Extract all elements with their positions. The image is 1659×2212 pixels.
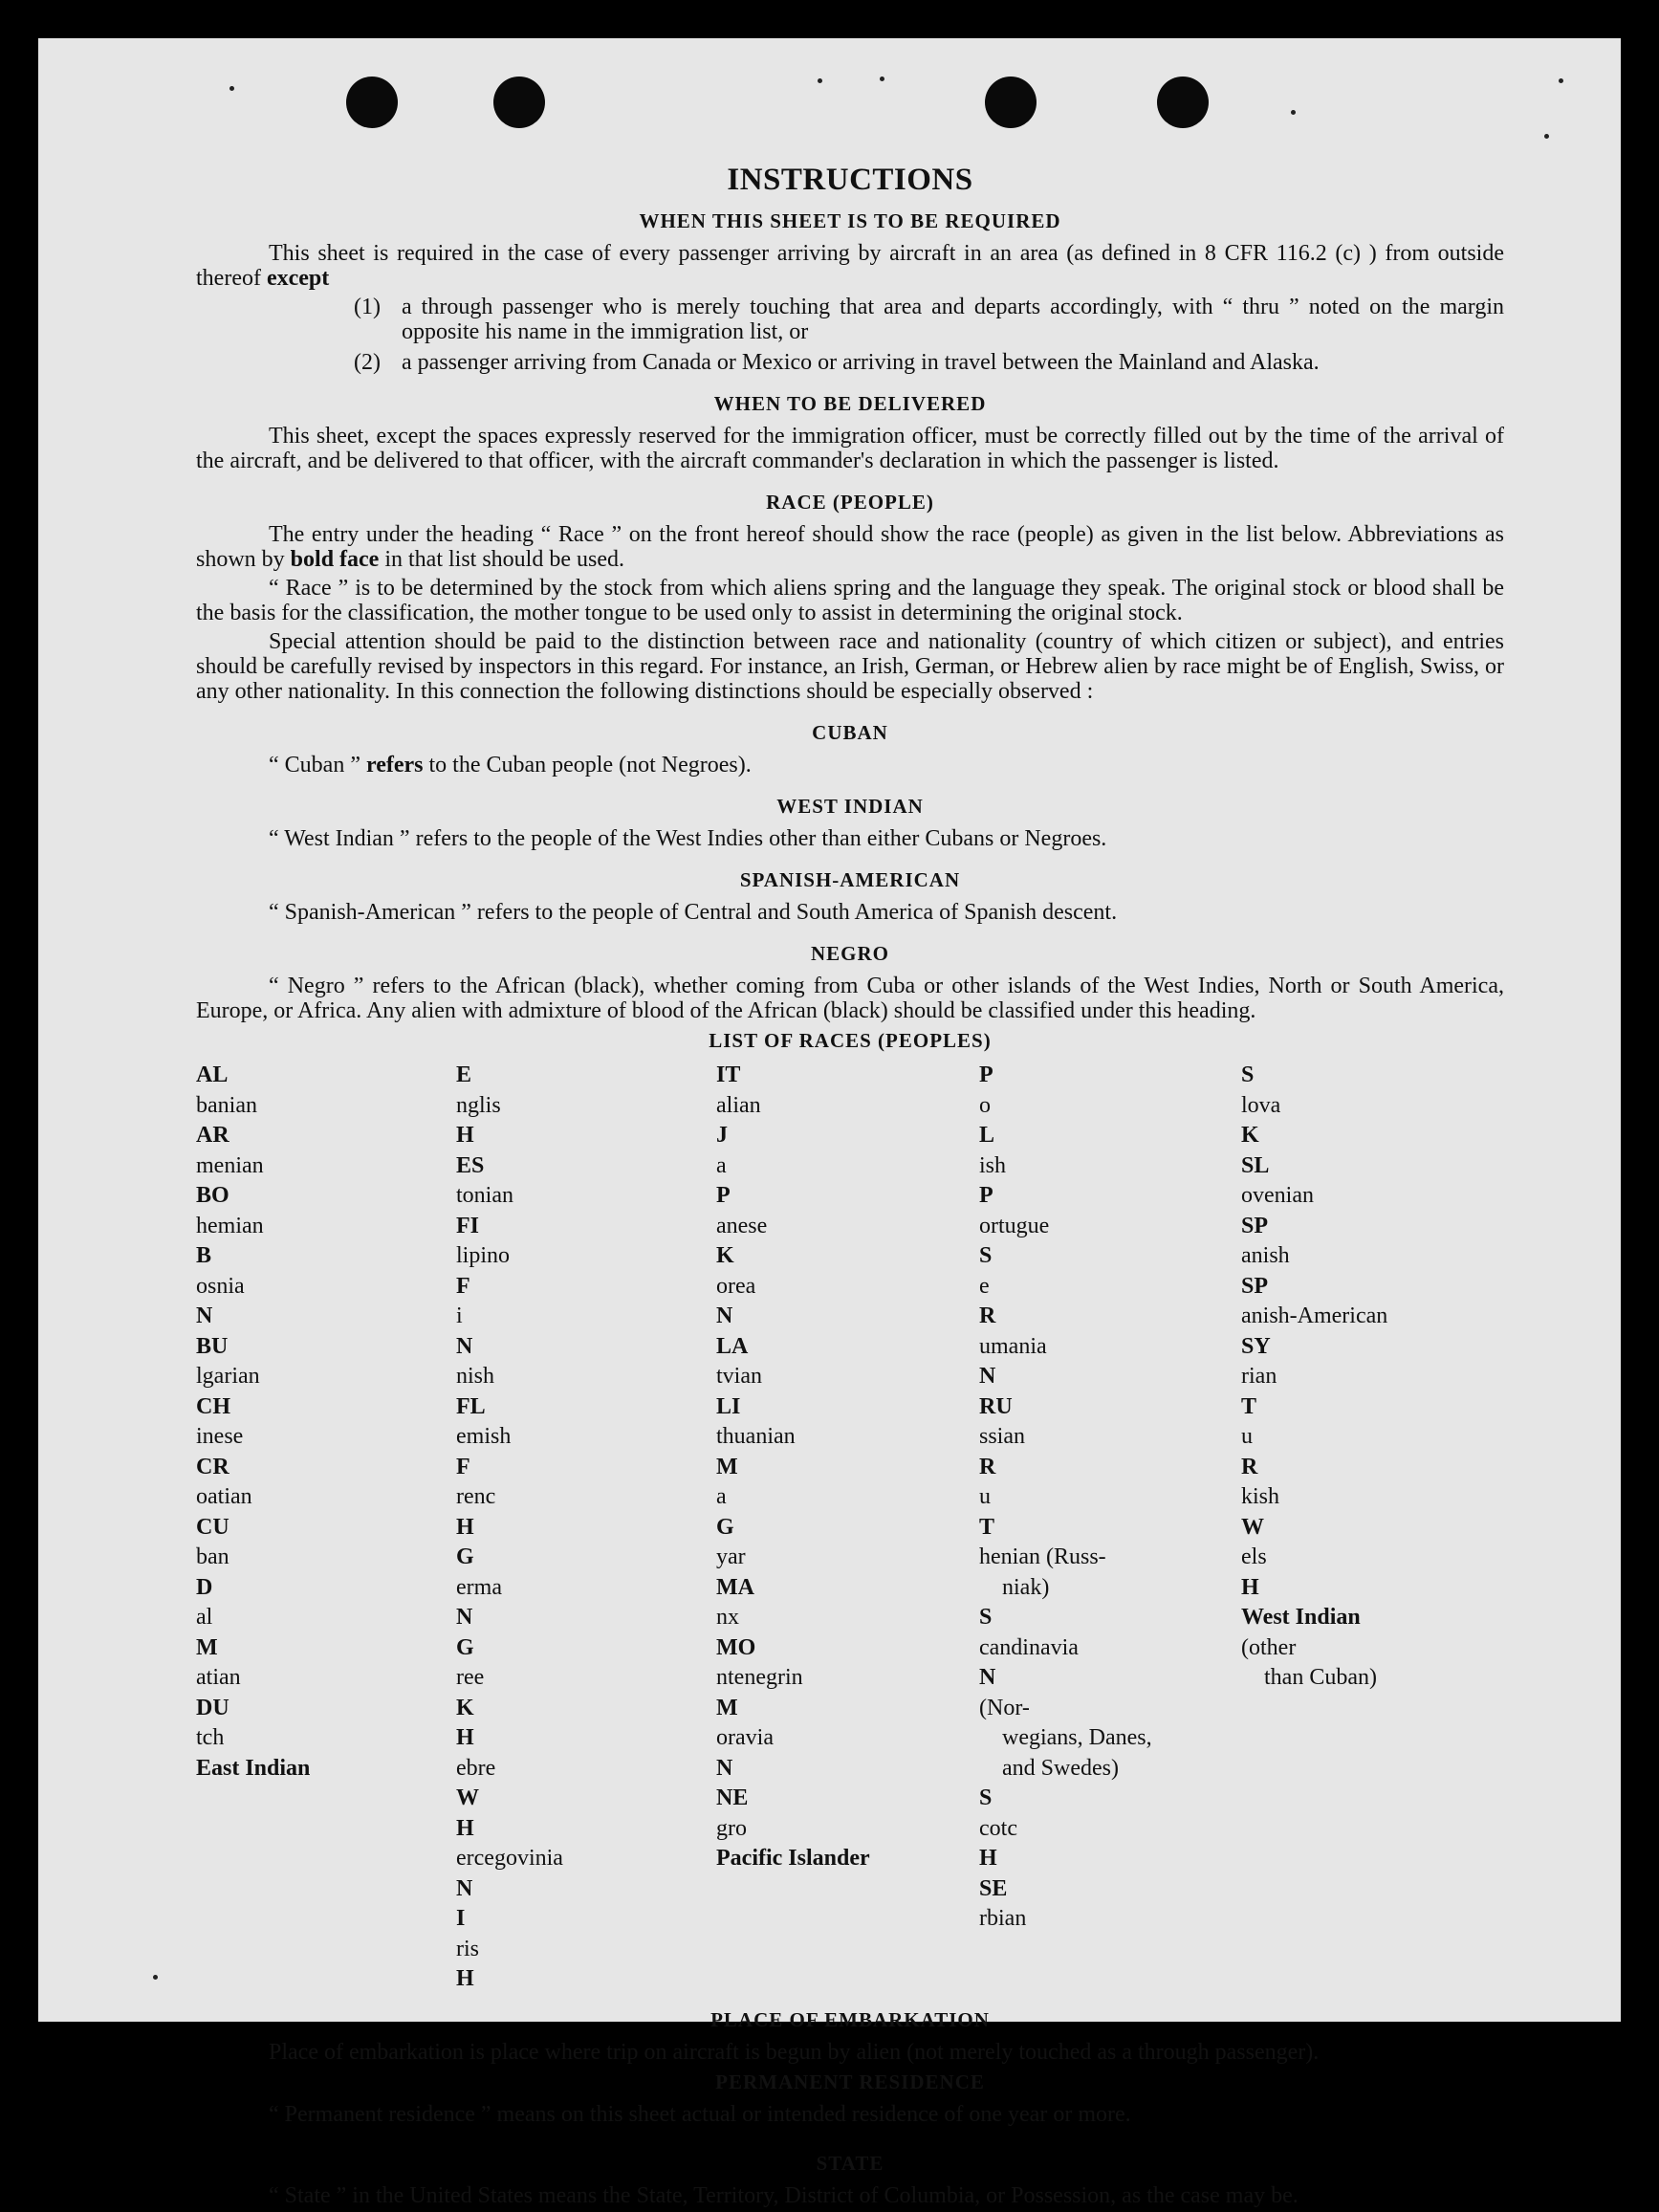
race-abbreviation: N <box>979 1364 996 1389</box>
race-text: The entry under the heading “ Race ” on the front hereof should show the race (people) as given in the list below. Abbreviations as shown by <box>196 522 1504 572</box>
paragraph: “ Negro ” refers to the African (black), whether coming from Cuba or other islands of the West Indies, North or South America, Europe, or Africa. Any alien with admixture of blood of the African (black) should be classified under this heading. <box>196 974 1504 1023</box>
race-abbreviation: P <box>979 1062 993 1087</box>
race-abbreviation: BU <box>196 1333 229 1359</box>
section-heading: SPANISH-AMERICAN <box>739 868 961 891</box>
race-entry <box>456 1633 716 1724</box>
race-abbreviation: H <box>456 1966 474 1991</box>
section-heading: LIST OF RACES (PEOPLES) <box>709 1029 992 1052</box>
race-text: thuanian <box>716 1424 796 1449</box>
paragraph: Special attention should be paid to the distinction between race and nationality (country of which citizen or subject), and entries should be carefully revised by inspectors in this regard. For instance, an Irish, German, or Hebrew alien by race might be of English, Swiss, or any other nationality. In this connection the following distinctions should be especially observed : <box>196 629 1504 704</box>
race-abbreviation: ES <box>456 1152 485 1178</box>
race-text: ercegovinia <box>456 1846 563 1871</box>
race-text: rbian <box>979 1906 1027 1931</box>
race-entry <box>716 1332 979 1392</box>
race-entry <box>196 1241 456 1332</box>
race-abbreviation: Pacific Islander <box>716 1846 870 1871</box>
race-entry <box>979 1784 1241 1874</box>
race-entry <box>456 1272 716 1392</box>
race-text: osnia <box>196 1273 245 1299</box>
race-entry <box>716 1121 979 1241</box>
race-abbreviation: N <box>196 1303 213 1328</box>
section-heading: WEST INDIAN <box>776 795 924 818</box>
paragraph <box>196 753 1504 777</box>
race-entry <box>979 1061 1241 1181</box>
race-entry <box>979 1723 1241 1754</box>
race-text: ovenian <box>1241 1183 1314 1208</box>
race-abbreviation: H <box>979 1846 997 1871</box>
race-abbreviation: H <box>456 1123 474 1148</box>
race-abbreviation: FI <box>456 1213 479 1238</box>
race-entry <box>716 1453 979 1573</box>
race-text: lova <box>1241 1092 1281 1118</box>
race-entry <box>456 1392 716 1453</box>
race-entry <box>1241 1151 1504 1212</box>
race-entry <box>1241 1392 1504 1513</box>
race-abbreviation: G <box>456 1634 474 1660</box>
race-text: anese <box>716 1213 768 1238</box>
race-abbreviation: S <box>979 1243 993 1268</box>
race-abbreviation: K <box>716 1243 734 1268</box>
race-abbreviation: West Indian <box>1241 1605 1361 1630</box>
race-text: e <box>979 1273 990 1299</box>
race-abbreviation: H <box>456 1815 474 1841</box>
race-entry <box>1241 1663 1504 1694</box>
race-text: (Nor- <box>979 1695 1030 1720</box>
race-entry <box>196 1754 456 1785</box>
race-abbreviation: BO <box>196 1183 229 1208</box>
race-entry <box>1241 1603 1504 1663</box>
race-text: nglis <box>456 1092 501 1118</box>
race-abbreviation: NE <box>716 1785 749 1810</box>
race-entry <box>196 1573 456 1694</box>
race-abbreviation: N <box>979 1665 996 1690</box>
race-entry <box>1241 1212 1504 1272</box>
race-text: els <box>1241 1544 1267 1569</box>
race-text: (other <box>1241 1634 1297 1660</box>
race-entry <box>196 1121 456 1181</box>
cuban-refers: refers <box>365 753 424 777</box>
race-text: ortugue <box>979 1213 1050 1238</box>
section-heading: NEGRO <box>810 942 889 965</box>
race-entry <box>456 1151 716 1212</box>
race-abbreviation: N <box>716 1755 733 1781</box>
race-entry <box>456 1814 716 1905</box>
race-abbreviation: D <box>196 1574 213 1600</box>
punch-hole <box>346 77 398 128</box>
cuban-text: “ Cuban ” <box>269 753 366 777</box>
race-entry <box>196 1181 456 1241</box>
race-abbreviation: N <box>456 1605 473 1630</box>
section-heading: STATE <box>816 2151 884 2175</box>
races-column <box>196 1061 456 1995</box>
race-text: yar <box>716 1544 746 1569</box>
race-entry <box>196 1453 456 1513</box>
race-abbreviation: H <box>1241 1574 1259 1600</box>
race-entry <box>716 1694 979 1785</box>
race-entry <box>716 1392 979 1453</box>
race-entry <box>196 1332 456 1392</box>
race-abbreviation: P <box>716 1183 731 1208</box>
race-abbreviation: N <box>456 1333 473 1359</box>
race-abbreviation: H <box>456 1725 474 1750</box>
races-column <box>716 1061 979 1995</box>
paragraph: Place of embarkation is place where trip on aircraft is begun by alien (not merely touched as a through passenger). <box>269 2039 1320 2065</box>
race-entry <box>1241 1272 1504 1332</box>
race-entry <box>1241 1061 1504 1151</box>
list-item <box>354 350 1504 375</box>
race-entry <box>456 1543 716 1633</box>
race-text: i <box>456 1303 463 1328</box>
race-entry <box>1241 1332 1504 1392</box>
race-entry <box>979 1453 1241 1573</box>
race-entry <box>716 1784 979 1844</box>
race-text: u <box>1241 1424 1253 1449</box>
race-abbreviation: DU <box>196 1695 229 1720</box>
section-heading: PLACE OF EMBARKATION <box>710 2007 990 2031</box>
race-abbreviation: K <box>1241 1123 1259 1148</box>
race-text: alian <box>716 1092 761 1118</box>
speck <box>880 77 884 81</box>
race-text: than Cuban) <box>1264 1665 1377 1690</box>
race-text: lgarian <box>196 1364 260 1389</box>
race-abbreviation: S <box>979 1785 993 1810</box>
race-text: gro <box>716 1815 747 1841</box>
punch-hole <box>985 77 1037 128</box>
race-entry <box>456 1212 716 1272</box>
race-abbreviation: East Indian <box>196 1755 311 1781</box>
race-entry <box>1241 1513 1504 1604</box>
races-column <box>456 1061 716 1995</box>
race-text: hemian <box>196 1213 264 1238</box>
item-number: (1) <box>354 295 381 319</box>
race-abbreviation: MO <box>716 1634 756 1660</box>
race-abbreviation: N <box>716 1303 733 1328</box>
race-entry <box>979 1181 1241 1302</box>
race-entry <box>716 1241 979 1332</box>
race-text: henian (Russ- <box>979 1544 1106 1569</box>
race-abbreviation: J <box>716 1123 728 1148</box>
race-text: inese <box>196 1424 244 1449</box>
race-text: banian <box>196 1092 257 1118</box>
race-text: niak) <box>1002 1574 1050 1600</box>
race-text: ree <box>456 1665 485 1690</box>
race-entry <box>716 1573 979 1633</box>
race-abbreviation: N <box>456 1875 473 1901</box>
races-column <box>1241 1061 1504 1995</box>
race-text: renc <box>456 1484 496 1509</box>
race-abbreviation: SP <box>1241 1273 1269 1299</box>
race-entry <box>196 1392 456 1453</box>
race-abbreviation: H <box>456 1514 474 1540</box>
race-text: u <box>979 1484 991 1509</box>
section-heading: WHEN THIS SHEET IS TO BE REQUIRED <box>639 209 1061 232</box>
race-abbreviation: LA <box>716 1333 749 1359</box>
section-heading: WHEN TO BE DELIVERED <box>713 392 987 415</box>
race-entry <box>979 1573 1241 1604</box>
race-abbreviation: SY <box>1241 1333 1271 1359</box>
paragraph <box>196 241 1504 291</box>
paragraph: “ Spanish-American ” refers to the people of Central and South America of Spanish descent. <box>269 900 1118 925</box>
race-abbreviation: I <box>456 1906 466 1931</box>
paragraph: “ Race ” is to be determined by the stock from which aliens spring and the language they speak. The original stock or blood shall be the basis for the classification, the mother tongue to be used only to assist in determining the original stock. <box>196 576 1504 625</box>
required-except: except <box>266 266 330 291</box>
race-text: tch <box>196 1725 225 1750</box>
race-entry <box>196 1061 456 1121</box>
race-abbreviation: CU <box>196 1514 229 1540</box>
section-heading: PERMANENT RESIDENCE <box>715 2070 985 2093</box>
race-text: tonian <box>456 1183 513 1208</box>
race-entry <box>716 1633 979 1694</box>
race-entry <box>716 1844 979 1874</box>
race-text: emish <box>456 1424 512 1449</box>
race-text: anish-American <box>1241 1303 1388 1328</box>
race-text: menian <box>196 1152 264 1178</box>
race-abbreviation: L <box>979 1123 995 1148</box>
race-text: ish <box>979 1152 1007 1178</box>
race-abbreviation: G <box>456 1544 474 1569</box>
race-text: in that list should be used. <box>379 547 624 572</box>
section-heading: CUBAN <box>812 721 888 744</box>
speck <box>153 1975 158 1980</box>
race-text: ssian <box>979 1424 1025 1449</box>
race-abbreviation: M <box>196 1634 218 1660</box>
race-text: ris <box>456 1936 479 1961</box>
race-entry <box>456 1904 716 1995</box>
race-text: al <box>196 1605 213 1630</box>
races-column <box>979 1061 1241 1995</box>
race-text: tvian <box>716 1364 762 1389</box>
race-abbreviation: T <box>979 1514 995 1540</box>
race-abbreviation: AR <box>196 1123 229 1148</box>
race-text: umania <box>979 1333 1047 1359</box>
race-abbreviation: SL <box>1241 1152 1270 1178</box>
race-text: oravia <box>716 1725 774 1750</box>
race-text: nx <box>716 1605 739 1630</box>
race-abbreviation: R <box>979 1454 996 1479</box>
race-abbreviation: RU <box>979 1393 1013 1419</box>
race-text: atian <box>196 1665 241 1690</box>
race-text: a <box>716 1484 727 1509</box>
section-heading: RACE (PEOPLE) <box>766 491 934 514</box>
race-text: rian <box>1241 1364 1277 1389</box>
race-abbreviation: IT <box>716 1062 741 1087</box>
race-text: kish <box>1241 1484 1280 1509</box>
race-text: lipino <box>456 1243 511 1268</box>
race-entry <box>196 1513 456 1573</box>
race-text: o <box>979 1092 991 1118</box>
cuban-text: to the Cuban people (not Negroes). <box>423 753 752 777</box>
race-abbreviation: T <box>1241 1393 1257 1419</box>
punch-hole <box>1157 77 1209 128</box>
paragraph: “ State ” in the United States means the State, Territory, District of Columbia, or Possession, as the case may be. <box>269 2182 1299 2208</box>
race-text: cotc <box>979 1815 1017 1841</box>
race-abbreviation: M <box>716 1454 738 1479</box>
race-abbreviation: AL <box>196 1062 229 1087</box>
race-abbreviation: P <box>979 1183 993 1208</box>
race-abbreviation: R <box>1241 1454 1258 1479</box>
race-abbreviation: SP <box>1241 1213 1269 1238</box>
race-text: nish <box>456 1364 495 1389</box>
race-text: and Swedes) <box>1002 1755 1119 1781</box>
speck <box>1559 78 1563 83</box>
race-text: candinavia <box>979 1634 1079 1660</box>
speck <box>818 78 822 83</box>
race-text: oatian <box>196 1484 252 1509</box>
race-abbreviation: MA <box>716 1574 754 1600</box>
race-entry <box>979 1874 1241 1935</box>
document-page <box>38 38 1621 2208</box>
race-text: ntenegrin <box>716 1665 803 1690</box>
race-entry <box>979 1392 1241 1453</box>
race-entry <box>456 1723 716 1814</box>
item-text: a through passenger who is merely touching that area and departs accordingly, with “ thru ” noted on the margin opposite his name in the immigration list, or <box>402 295 1504 344</box>
race-text: ban <box>196 1544 229 1569</box>
item-number: (2) <box>354 350 381 375</box>
speck <box>1544 134 1549 139</box>
race-text: erma <box>456 1574 502 1600</box>
race-entry <box>456 1061 716 1151</box>
race-abbreviation: G <box>716 1514 734 1540</box>
race-abbreviation: M <box>716 1695 738 1720</box>
page-title: INSTRUCTIONS <box>727 163 973 197</box>
race-entry <box>979 1603 1241 1723</box>
race-abbreviation: E <box>456 1062 472 1087</box>
race-text: wegians, Danes, <box>1002 1725 1152 1750</box>
race-abbreviation: R <box>979 1303 996 1328</box>
race-text: orea <box>716 1273 756 1299</box>
item-text: a passenger arriving from Canada or Mexico or arriving in travel between the Mainland and Alaska. <box>402 350 1320 375</box>
required-intro: This sheet is required in the case of every passenger arriving by aircraft in an area (as defined in 8 CFR 116.2 (c) ) from outside thereof <box>196 241 1504 291</box>
race-abbreviation: CH <box>196 1393 230 1419</box>
race-text: a <box>716 1152 727 1178</box>
race-abbreviation: F <box>456 1273 470 1299</box>
paragraph: “ West Indian ” refers to the people of the West Indies other than either Cubans or Negroes. <box>269 826 1107 851</box>
race-bold-face: bold face <box>290 547 380 572</box>
speck <box>1291 110 1296 115</box>
race-abbreviation: F <box>456 1454 470 1479</box>
race-text: ebre <box>456 1755 496 1781</box>
punch-hole <box>493 77 545 128</box>
race-entry <box>716 1061 979 1121</box>
race-entry <box>196 1694 456 1754</box>
speck <box>229 86 234 91</box>
instructions-body <box>196 163 1504 2212</box>
list-item <box>354 295 1504 344</box>
race-abbreviation: B <box>196 1243 212 1268</box>
race-abbreviation: FL <box>456 1393 486 1419</box>
race-abbreviation: K <box>456 1695 474 1720</box>
paragraph <box>196 522 1504 572</box>
race-abbreviation: CR <box>196 1454 229 1479</box>
race-abbreviation: W <box>456 1785 479 1810</box>
race-entry <box>979 1754 1241 1785</box>
race-abbreviation: W <box>1241 1514 1264 1540</box>
race-entry <box>979 1302 1241 1392</box>
race-abbreviation: SE <box>979 1875 1008 1901</box>
paragraph: “ Permanent residence ” means on this sheet actual or intended residence of one year or more. <box>269 2101 1131 2127</box>
race-entry <box>456 1453 716 1544</box>
race-text: anish <box>1241 1243 1290 1268</box>
race-abbreviation: LI <box>716 1393 741 1419</box>
race-abbreviation: S <box>1241 1062 1255 1087</box>
paragraph: This sheet, except the spaces expressly reserved for the immigration officer, must be correctly filled out by the time of the arrival of the aircraft, and be delivered to that officer, with the aircraft commander's declaration in which the passenger is listed. <box>196 424 1504 473</box>
races-list <box>196 1061 1504 1995</box>
race-abbreviation: S <box>979 1605 993 1630</box>
